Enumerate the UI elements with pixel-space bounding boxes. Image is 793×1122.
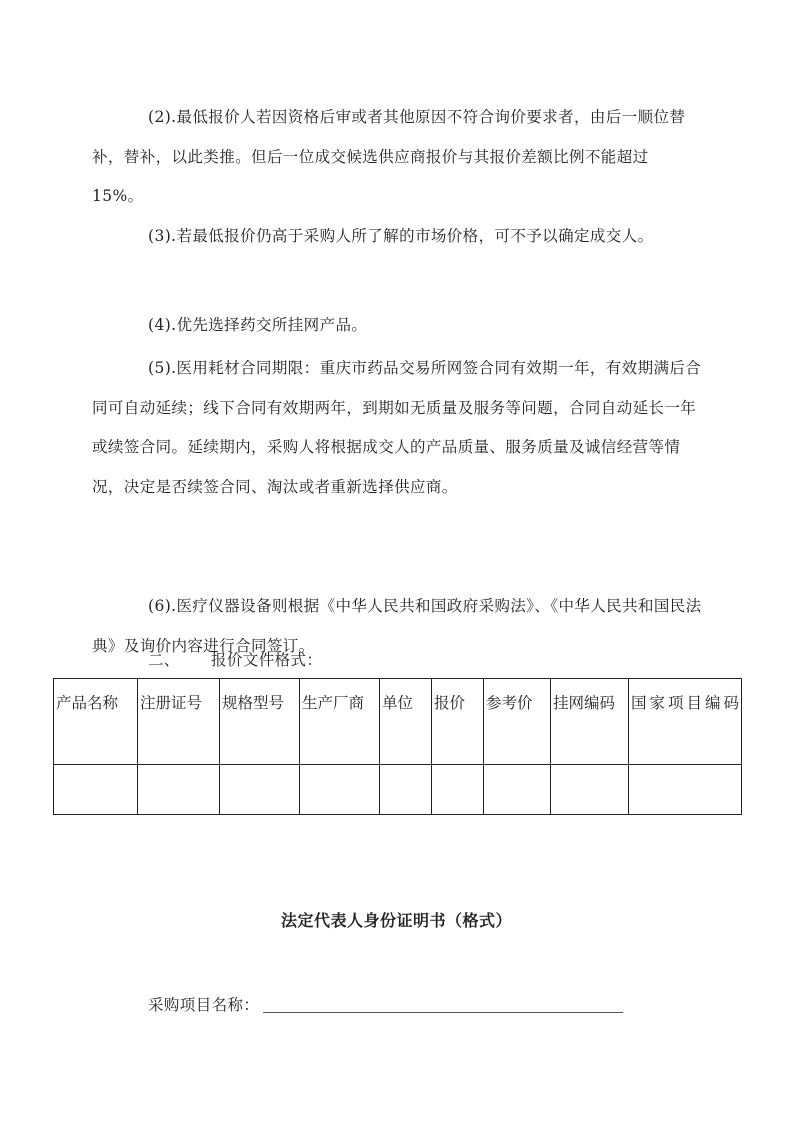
header-registration-no: 注册证号	[138, 679, 220, 765]
project-name-field	[148, 993, 623, 1015]
table-cell[interactable]	[432, 765, 484, 815]
header-manufacturer: 生产厂商	[300, 679, 380, 765]
table-header-row	[54, 679, 742, 765]
project-name-label: 采购项目名称：	[148, 996, 260, 1014]
clause-4: (4).优先选择药交所挂网产品。	[148, 316, 368, 334]
header-spec-model: 规格型号	[220, 679, 300, 765]
table-cell[interactable]	[300, 765, 380, 815]
price-table	[53, 678, 742, 815]
header-national-item-code: 国家项目编码	[629, 679, 742, 765]
table-row	[54, 765, 742, 815]
table-cell[interactable]	[54, 765, 138, 815]
table-cell[interactable]	[551, 765, 629, 815]
clause-3: (3).若最低报价仍高于采购人所了解的市场价格，可不予以确定成交人。	[148, 227, 654, 245]
clause-5: (5).医用耗材合同期限：重庆市药品交易所网签合同有效期一年，有效期满后合同可自动延续；线下合同有效期两年，到期如无质量及服务等问题，合同自动延长一年或续签合同。延续期内，采购人将根据成交人的产品质量、服务质量及诚信经营等情况，决定是否续签合同、淘汰或者重新选择供应商。	[92, 359, 702, 496]
section-number: 二、	[148, 651, 180, 669]
table-cell[interactable]	[380, 765, 432, 815]
header-unit: 单位	[380, 679, 432, 765]
section-title: 报价文件格式：	[211, 651, 323, 669]
table-cell[interactable]	[220, 765, 300, 815]
clause-2: (2).最低报价人若因资格后审或者其他原因不符合询价要求者，由后一顺位替补，替补，以此类推。但后一位成交候选供应商报价与其报价差额比例不能超过 15%。	[92, 108, 686, 205]
table-cell[interactable]	[138, 765, 220, 815]
table-cell[interactable]	[629, 765, 742, 815]
header-product-name: 产品名称	[54, 679, 138, 765]
table-cell[interactable]	[484, 765, 551, 815]
document-title: 法定代表人身份证明书（格式）	[280, 911, 512, 930]
project-name-blank[interactable]	[263, 1011, 623, 1013]
header-reference-price: 参考价	[484, 679, 551, 765]
header-listing-code: 挂网编码	[551, 679, 629, 765]
clause-6: (6).医疗仪器设备则根据《中华人民共和国政府采购法》、《中华人民共和国民法典》及询价内容进行合同签订。	[92, 597, 702, 655]
section-heading	[148, 641, 322, 680]
header-quote: 报价	[432, 679, 484, 765]
